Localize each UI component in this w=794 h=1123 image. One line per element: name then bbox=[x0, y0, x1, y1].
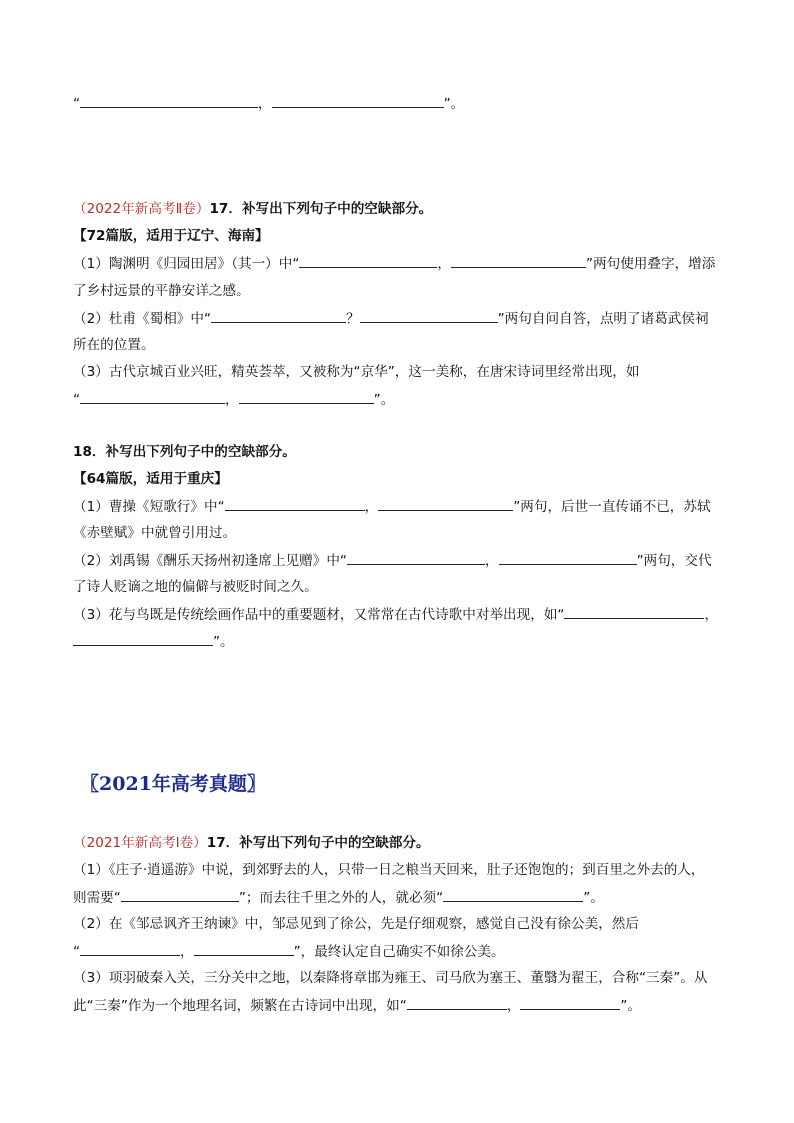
question-18-item-1: （1）曹操《短歌行》中“ ， ”两句，后世一直传诵不已，苏轼 bbox=[73, 499, 711, 515]
question-17-item-3-cont: “ ， ”。 bbox=[73, 392, 395, 408]
question-2021-17-item-3: （3）项羽破秦入关，三分关中之地，以秦降将章邯为雍王、司马欣为塞王、董翳为翟王，合称“三秦”。从 bbox=[73, 970, 708, 986]
answer-blank[interactable] bbox=[121, 889, 239, 902]
answer-blank[interactable] bbox=[80, 391, 225, 404]
question-2021-17-item-2: （2）在《邹忌讽齐王纳谏》中，邹忌见到了徐公，先是仔细观察，感觉自己没有徐公美，然后 bbox=[73, 916, 639, 932]
answer-blank[interactable] bbox=[347, 552, 485, 565]
answer-blank[interactable] bbox=[80, 943, 180, 956]
answer-blank[interactable] bbox=[239, 391, 374, 404]
answer-blank[interactable] bbox=[499, 552, 637, 565]
question-17-item-1: （1）陶渊明《归园田居》（其一）中“ ， ”两句使用叠字，增添 bbox=[73, 256, 716, 272]
question-title: 17．补写出下列句子中的空缺部分。 bbox=[206, 835, 430, 851]
answer-blank[interactable] bbox=[73, 633, 213, 646]
question-17-item-3: （3）古代京城百业兴旺，精英荟萃，又被称为“京华”，这一美称，在唐宋诗词里经常出现，如 bbox=[73, 364, 640, 380]
answer-blank[interactable] bbox=[564, 606, 704, 619]
answer-blank[interactable] bbox=[451, 255, 586, 268]
question-17-header bbox=[73, 201, 432, 218]
question-18-item-2-cont: 了诗人贬谪之地的偏僻与被贬时间之久。 bbox=[73, 579, 318, 595]
question-18-item-3: （3）花与鸟既是传统绘画作品中的重要题材，又常常在古代诗歌中对举出现，如“ ， bbox=[73, 607, 719, 623]
open-quote: “ bbox=[73, 96, 81, 112]
answer-blank[interactable] bbox=[211, 310, 346, 323]
carryover-answer-line: “ ， ”。 bbox=[73, 96, 465, 112]
answer-blank[interactable] bbox=[443, 889, 583, 902]
answer-blank[interactable] bbox=[299, 255, 437, 268]
question-source: （2021年新高考Ⅰ卷） bbox=[73, 835, 207, 851]
edition-note: 【64篇版，适用于重庆】 bbox=[73, 471, 228, 487]
edition-note: 【72篇版，适用于辽宁、海南】 bbox=[73, 228, 269, 244]
answer-blank[interactable] bbox=[407, 997, 507, 1010]
question-2021-17-item-2-cont: “ ， ”，最终认定自己确实不如徐公美。 bbox=[73, 944, 505, 960]
question-18-title: 18．补写出下列句子中的空缺部分。 bbox=[73, 444, 296, 460]
question-17-item-2: （2）杜甫《蜀相》中“ ？ ”两句自问自答，点明了诸葛武侯祠 bbox=[73, 311, 709, 327]
question-17-item-2-cont: 所在的位置。 bbox=[73, 337, 155, 353]
answer-blank[interactable] bbox=[225, 498, 365, 511]
section-heading: 〖2021年高考真题〗 bbox=[80, 773, 266, 795]
question-title: 17．补写出下列句子中的空缺部分。 bbox=[209, 201, 433, 217]
answer-blank[interactable] bbox=[520, 997, 620, 1010]
question-17-item-1-cont: 了乡村远景的平静安详之感。 bbox=[73, 283, 250, 299]
answer-blank[interactable] bbox=[194, 943, 294, 956]
answer-blank[interactable] bbox=[272, 95, 444, 108]
question-18-item-1-cont: 《赤壁赋》中就曾引用过。 bbox=[73, 525, 237, 541]
question-18-item-3-cont: ”。 bbox=[73, 633, 234, 651]
question-2021-17-header bbox=[73, 835, 430, 852]
answer-blank[interactable] bbox=[378, 498, 513, 511]
question-2021-17-item-1-cont: 则需要“ ”；而去往千里之外的人，就必须“ ”。 bbox=[73, 890, 604, 906]
question-source: （2022年新高考Ⅱ卷） bbox=[73, 201, 210, 217]
answer-blank[interactable] bbox=[360, 310, 498, 323]
question-2021-17-item-3-cont: 此“三秦”作为一个地理名词，频繁在古诗词中出现，如“ ， ”。 bbox=[73, 998, 642, 1014]
answer-blank[interactable] bbox=[80, 95, 258, 108]
question-18-item-2: （2）刘禹锡《酬乐天扬州初逢席上见赠》中“ ， ”两句，交代 bbox=[73, 553, 712, 569]
question-2021-17-item-1: （1）《庄子·逍遥游》中说，到郊野去的人，只带一日之粮当天回来，肚子还饱饱的；到百里之外去的人， bbox=[73, 862, 705, 878]
